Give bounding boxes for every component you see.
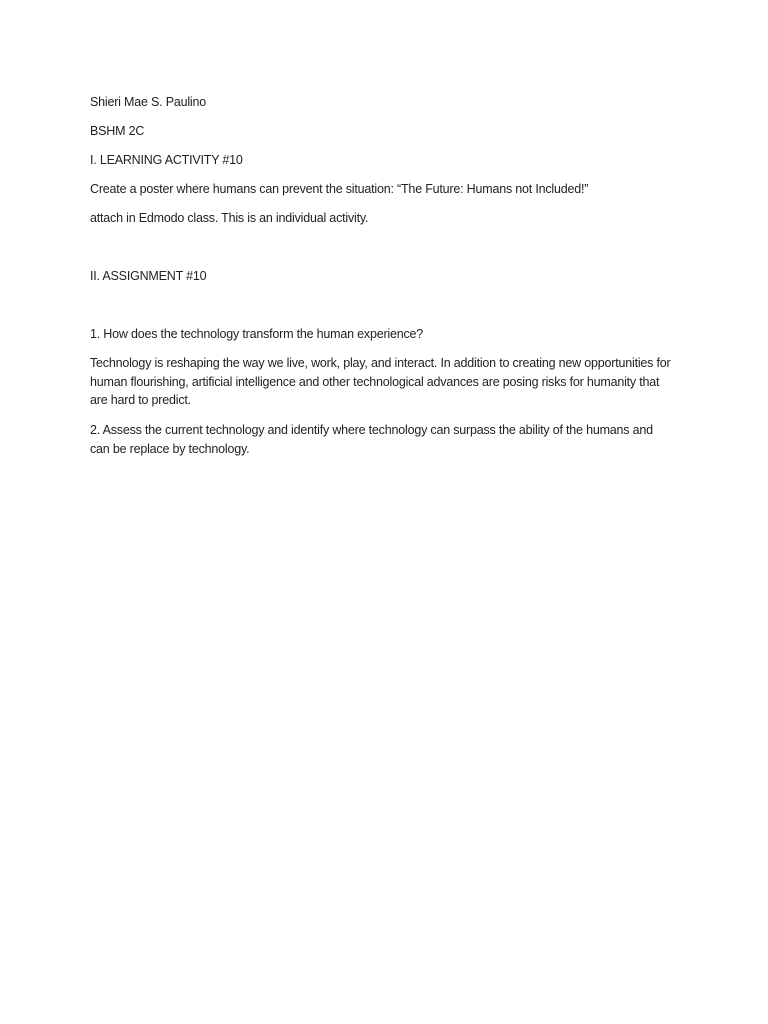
- assignment-heading: II. ASSIGNMENT #10: [90, 269, 207, 283]
- question-1: 1. How does the technology transform the human experience?: [90, 327, 424, 341]
- activity-note: attach in Edmodo class. This is an individual activity.: [90, 211, 369, 225]
- question-2: 2. Assess the current technology and identify where technology can surpass the ability of the humans and can be replace by technology.: [90, 423, 653, 456]
- answer-1: Technology is reshaping the way we live, work, play, and interact. In addition to creating new opportunities for human flourishing, artificial intelligence and other technological advances are posing risks for humanity that are hard to predict.: [90, 356, 671, 407]
- section-label: BSHM 2C: [90, 124, 145, 138]
- student-name: Shieri Mae S. Paulino: [90, 95, 207, 109]
- activity-heading: I. LEARNING ACTIVITY #10: [90, 153, 243, 167]
- activity-instruction: Create a poster where humans can prevent the situation: “The Future: Humans not Included!”: [90, 182, 589, 196]
